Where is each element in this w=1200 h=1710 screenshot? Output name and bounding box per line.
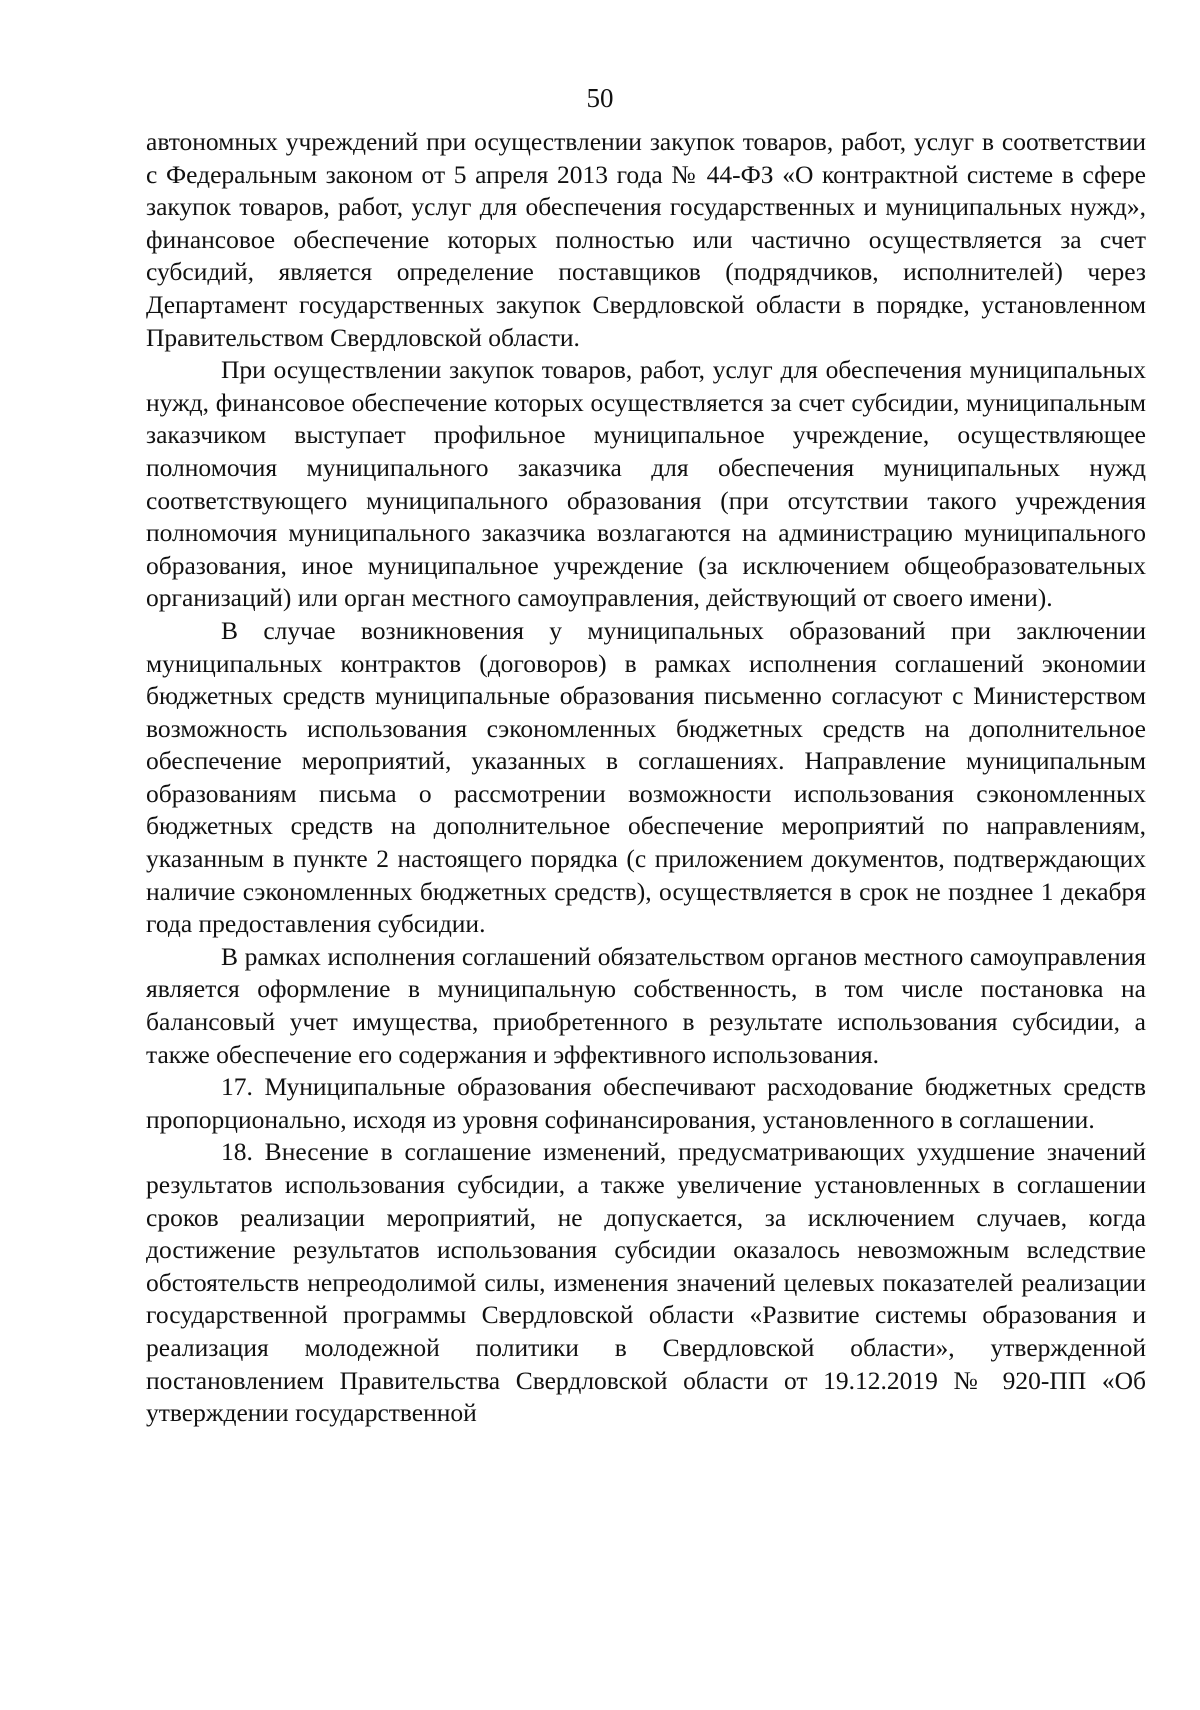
paragraph-item-18: 18. Внесение в соглашение изменений, предусматривающих ухудшение значений результатов использования субсидии, а также увеличение установленных в соглашении сроков реализации мероприятий, не допускается, за исключением случаев, когда достижение результатов использования субсидии оказалось невозможным вследствие обстоятельств непреодолимой силы, изменения значений целевых показателей реализации государственной программы Свердловской области «Развитие системы образования и реализация молодежной политики в Свердловской области», утвержденной постановлением Правительства Свердловской области от 19.12.2019 № 920-ПП «Об утверждении государственной — [146, 1137, 1146, 1428]
paragraph-budget-savings: В случае возникновения у муниципальных образований при заключении муниципальных контрактов (договоров) в рамках исполнения соглашений экономии бюджетных средств муниципальные образования письменно согласуют с Министерством возможность использования сэкономленных бюджетных средств на дополнительное обеспечение мероприятий, указанных в соглашениях. Направление муниципальным образованиям письма о рассмотрении возможности использования сэкономленных бюджетных средств на дополнительное обеспечение мероприятий по направлениям, указанным в пункте 2 настоящего порядка (с приложением документов, подтверждающих наличие сэкономленных бюджетных средств), осуществляется в срок не позднее 1 декабря года предоставления субсидии. — [146, 615, 1146, 939]
paragraph-autonomous-institutions: автономных учреждений при осуществлении закупок товаров, работ, услуг в соответствии с Федеральным законом от 5 апреля 2013 года № 44-ФЗ «О контрактной системе в сфере закупок товаров, работ, услуг для обеспечения государственных и муниципальных нужд», финансовое обеспечение которых полностью или частично осуществляется за счет субсидий, является определение поставщиков (подрядчиков, исполнителей) через Департамент государственных закупок Свердловской области в порядке, установленном Правительством Свердловской области. — [146, 127, 1146, 352]
page-number: 50 — [586, 83, 614, 113]
document-body — [146, 126, 1146, 1430]
paragraph-item-17: 17. Муниципальные образования обеспечивают расходование бюджетных средств пропорционально, исходя из уровня софинансирования, установленного в соглашении. — [146, 1072, 1146, 1134]
paragraph-municipal-procurement: При осуществлении закупок товаров, работ, услуг для обеспечения муниципальных нужд, финансовое обеспечение которых осуществляется за счет субсидии, муниципальным заказчиком выступает профильное муниципальное учреждение, осуществляющее полномочия муниципального заказчика для обеспечения муниципальных нужд соответствующего муниципального образования (при отсутствии такого учреждения полномочия муниципального заказчика возлагаются на администрацию муниципального образования, иное муниципальное учреждение (за исключением общеобразовательных организаций) или орган местного самоуправления, действующий от своего имени). — [146, 355, 1146, 613]
paragraph-property-registration: В рамках исполнения соглашений обязательством органов местного самоуправления является оформление в муниципальную собственность, в том числе постановка на балансовый учет имущества, приобретенного в результате использования субсидии, а также обеспечение его содержания и эффективного использования. — [146, 941, 1146, 1069]
